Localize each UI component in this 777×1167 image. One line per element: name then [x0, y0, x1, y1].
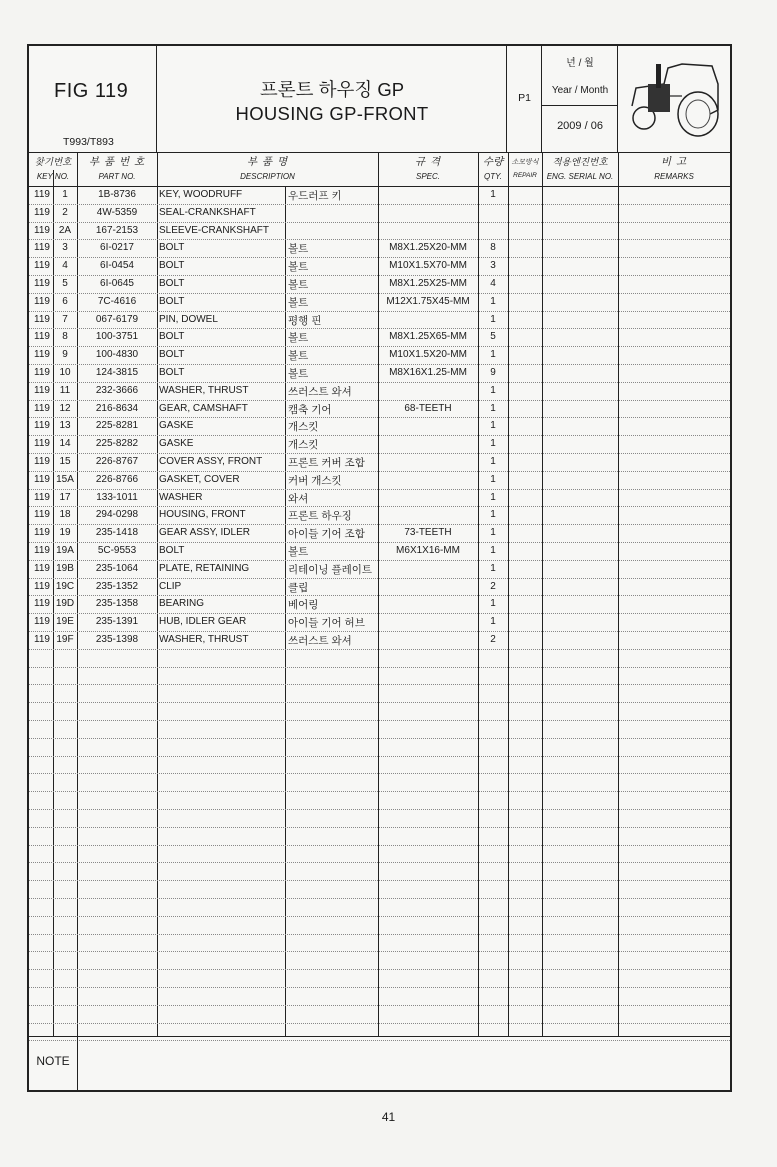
cell-desc: WASHER, THRUST — [159, 634, 249, 645]
col-part-ko: 부 품 번 호 — [88, 156, 146, 168]
cell-spec: M10X1.5X70-MM — [389, 260, 467, 272]
cell-spec: M8X1.25X20-MM — [389, 242, 467, 254]
row-rule — [29, 720, 730, 721]
row-rule — [29, 898, 730, 899]
cell-qty: 1 — [490, 438, 496, 450]
row-rule — [29, 1005, 730, 1006]
cell-sub: 19 — [59, 527, 71, 539]
cell-qty: 1 — [490, 562, 496, 574]
cell-qty: 1 — [490, 616, 496, 628]
cell-sub: 13 — [59, 420, 71, 432]
cell-ko: 베어링 — [288, 599, 319, 612]
table-row — [29, 524, 730, 542]
cell-part: 235-1398 — [95, 634, 139, 645]
col-repair-ko: 소모방식 — [511, 159, 539, 166]
title-cell — [157, 46, 507, 152]
table-row — [29, 186, 730, 204]
cell-sub: 3 — [62, 242, 68, 254]
table-row — [29, 364, 730, 382]
cell-sub: 14 — [59, 438, 71, 450]
col-remarks — [618, 152, 730, 186]
row-rule — [29, 1023, 730, 1024]
row-rule — [29, 756, 730, 757]
cell-spec: M8X16X1.25-MM — [389, 367, 467, 378]
cell-part: 6I-0454 — [100, 260, 134, 272]
date-label-korean: 년 / 월 — [566, 58, 594, 69]
cell-sub: 11 — [59, 384, 71, 396]
cell-qty: 1 — [490, 384, 496, 396]
cell-qty: 1 — [490, 598, 496, 610]
cell-part: 225-8282 — [95, 438, 139, 450]
cell-ko: 아이들 기어 허브 — [288, 617, 365, 630]
col-spec — [378, 152, 478, 186]
row-rule — [29, 969, 730, 970]
row-rule — [29, 845, 730, 846]
cell-key: 119 — [34, 420, 50, 432]
cell-sub: 19D — [55, 598, 75, 610]
cell-key: 119 — [34, 189, 50, 200]
cell-spec: M8X1.25X65-MM — [389, 331, 467, 343]
row-rule — [29, 773, 730, 774]
image-cell — [618, 46, 730, 152]
cell-desc: SEAL-CRANKSHAFT — [159, 206, 256, 218]
table-row — [29, 613, 730, 631]
col-remarks-ko: 비 고 — [660, 156, 688, 168]
cell-key: 119 — [34, 242, 50, 254]
cell-key: 119 — [34, 562, 50, 574]
table-row — [29, 578, 730, 596]
cell-key: 119 — [34, 367, 50, 378]
cell-key: 119 — [34, 634, 50, 645]
sheet-page: P1 — [518, 92, 531, 104]
table-row — [29, 311, 730, 329]
row-rule — [29, 827, 730, 828]
cell-key: 119 — [34, 295, 50, 307]
cell-qty: 1 — [490, 295, 496, 307]
table-row — [29, 595, 730, 613]
cell-qty: 3 — [490, 260, 496, 272]
row-rule — [29, 738, 730, 739]
cell-desc: CLIP — [159, 580, 182, 592]
col-serial — [542, 152, 618, 186]
cell-desc: BOLT — [159, 278, 185, 289]
cell-ko: 리테이닝 플레이트 — [288, 563, 373, 576]
cell-ko: 볼트 — [288, 261, 309, 274]
cell-ko: 프론트 하우징 — [288, 510, 352, 523]
date-label-english: Year / Month — [551, 85, 609, 96]
row-rule — [29, 916, 730, 917]
table-row — [29, 631, 730, 649]
cell-ko: 평행 핀 — [288, 314, 322, 327]
table-row — [29, 453, 730, 471]
cell-sub: 8 — [62, 331, 68, 343]
cell-key: 119 — [34, 402, 50, 414]
cell-key: 119 — [34, 545, 50, 556]
cell-part: 226-8767 — [95, 456, 139, 467]
cell-sub: 19A — [56, 545, 74, 556]
cell-part: 235-1352 — [95, 580, 139, 592]
table-row — [29, 417, 730, 435]
table-row — [29, 346, 730, 364]
cell-ko: 커버 개스킷 — [288, 474, 342, 487]
row-rule — [29, 934, 730, 935]
cell-desc: BOLT — [159, 367, 185, 378]
table-row — [29, 471, 730, 489]
cell-ko: 볼트 — [288, 332, 309, 345]
cell-part: 232-3666 — [95, 384, 139, 396]
row-rule — [29, 684, 730, 685]
col-serial-en: ENG. SERIAL NO. — [546, 172, 614, 181]
cell-desc: KEY, WOODRUFF — [159, 189, 243, 200]
cell-key: 119 — [34, 224, 50, 236]
cell-key: 119 — [34, 438, 50, 450]
cell-ko: 와셔 — [288, 492, 309, 505]
cell-desc: GASKE — [159, 438, 194, 450]
table-row — [29, 506, 730, 524]
cell-ko: 볼트 — [288, 368, 309, 380]
page-number: 41 — [381, 1110, 396, 1124]
model-number: T993/T893 — [63, 136, 114, 148]
cell-ko: 우드러프 키 — [288, 190, 342, 202]
date-cell — [542, 46, 618, 152]
cell-part: 5C-9553 — [97, 545, 137, 556]
cell-desc: WASHER, THRUST — [159, 384, 249, 396]
table-row — [29, 257, 730, 275]
cell-ko: 쓰러스트 와셔 — [288, 635, 352, 647]
cell-key: 119 — [34, 349, 50, 361]
cell-desc: GASKET, COVER — [159, 473, 240, 485]
cell-sub: 2A — [58, 224, 72, 236]
col-key-ko: 찾기번호 — [34, 157, 72, 168]
cell-key: 119 — [34, 527, 50, 539]
date-value: 2009 / 06 — [557, 120, 603, 132]
cell-spec: M12X1.75X45-MM — [386, 295, 470, 307]
cell-part: 216-8634 — [95, 402, 139, 414]
cell-part: 235-1064 — [95, 562, 139, 574]
table-row — [29, 382, 730, 400]
title-english: HOUSING GP-FRONT — [235, 103, 429, 124]
figure-number: FIG 119 — [54, 80, 129, 102]
col-remarks-en: REMARKS — [654, 172, 694, 181]
cell-qty: 2 — [490, 580, 496, 592]
cell-qty: 1 — [490, 349, 496, 361]
table-row — [29, 400, 730, 418]
note-label: NOTE — [36, 1054, 70, 1068]
col-description — [157, 152, 378, 186]
cell-key: 119 — [34, 491, 50, 503]
cell-desc: HUB, IDLER GEAR — [159, 616, 247, 628]
cell-qty: 1 — [490, 456, 496, 467]
table-row — [29, 542, 730, 560]
cell-part: 294-0298 — [95, 509, 139, 521]
cell-ko: 클립 — [288, 581, 309, 594]
cell-ko: 개스킷 — [288, 439, 319, 452]
row-rule — [29, 702, 730, 703]
cell-spec: M6X1X16-MM — [396, 545, 460, 556]
cell-ko: 볼트 — [288, 279, 309, 291]
cell-key: 119 — [34, 331, 50, 343]
cell-qty: 1 — [490, 313, 496, 325]
cell-key: 119 — [34, 509, 50, 521]
col-part — [77, 152, 157, 186]
row-rule — [29, 791, 730, 792]
cell-qty: 9 — [490, 367, 496, 378]
cell-part: 1B-8736 — [98, 189, 136, 200]
cell-key: 119 — [34, 598, 50, 610]
row-rule — [29, 809, 730, 810]
row-rule — [29, 649, 730, 650]
cell-spec: M10X1.5X20-MM — [389, 349, 467, 361]
note-label-cell — [29, 1037, 78, 1091]
cell-part: 167-2153 — [95, 224, 139, 236]
cell-spec: 68-TEETH — [404, 402, 452, 414]
cell-desc: BOLT — [159, 331, 185, 343]
cell-desc: WASHER — [159, 491, 203, 503]
cell-key: 119 — [34, 616, 50, 628]
cell-part: 235-1391 — [95, 616, 139, 628]
col-qty-ko: 수량 — [482, 156, 504, 168]
row-rule — [29, 987, 730, 988]
cell-key: 119 — [34, 278, 50, 289]
cell-key: 119 — [34, 206, 50, 218]
cell-qty: 4 — [490, 278, 496, 289]
cell-sub: 12 — [59, 402, 71, 414]
cell-ko: 볼트 — [288, 546, 309, 558]
cell-desc: GEAR ASSY, IDLER — [159, 527, 250, 539]
cell-key: 119 — [34, 456, 50, 467]
cell-qty: 1 — [490, 189, 496, 200]
cell-ko: 프론트 커버 조합 — [288, 457, 365, 469]
cell-sub: 9 — [62, 349, 68, 361]
row-rule — [29, 862, 730, 863]
table-row — [29, 222, 730, 240]
cell-qty: 1 — [490, 545, 496, 556]
col-repair — [508, 152, 542, 186]
cell-sub: 6 — [62, 295, 68, 307]
cell-part: 133-1011 — [96, 491, 138, 503]
cell-sub: 19E — [56, 616, 74, 628]
col-desc-ko: 부 품 명 — [246, 156, 289, 168]
cell-desc: BOLT — [159, 349, 185, 361]
cell-part: 6I-0645 — [100, 278, 134, 289]
note-section — [29, 1036, 730, 1093]
cell-desc: PLATE, RETAINING — [159, 562, 250, 574]
cell-qty: 1 — [490, 527, 496, 539]
col-key-en: KEY NO. — [36, 172, 70, 181]
cell-sub: 19C — [55, 580, 75, 592]
cell-ko: 볼트 — [288, 350, 309, 363]
table-row — [29, 328, 730, 346]
cell-ko: 캠축 기어 — [288, 403, 332, 416]
col-qty-en: QTY. — [484, 172, 502, 181]
cell-desc: BOLT — [159, 260, 185, 272]
cell-qty: 1 — [490, 509, 496, 521]
cell-ko: 볼트 — [288, 243, 309, 256]
cell-sub: 7 — [62, 313, 68, 325]
cell-sub: 18 — [59, 509, 71, 521]
table-row — [29, 275, 730, 293]
figure-cell — [29, 46, 157, 152]
cell-spec: 73-TEETH — [404, 527, 452, 539]
col-repair-en: REPAIR — [513, 172, 537, 179]
cell-part: 4W-5359 — [96, 206, 138, 218]
cell-qty: 8 — [490, 242, 496, 254]
cell-sub: 19F — [56, 634, 74, 645]
cell-part: 7C-4616 — [97, 295, 137, 307]
col-spec-en: SPEC. — [415, 172, 440, 181]
cell-part: 100-4830 — [95, 349, 139, 361]
cell-desc: BOLT — [159, 242, 185, 254]
cell-sub: 15 — [59, 456, 71, 467]
cell-part: 225-8281 — [95, 420, 139, 432]
cell-sub: 19B — [56, 562, 74, 574]
cell-desc: GASKE — [159, 420, 194, 432]
cell-part: 226-8766 — [95, 473, 139, 485]
col-qty — [478, 152, 508, 186]
column-header-row — [29, 152, 730, 187]
cell-part: 235-1418 — [95, 527, 139, 539]
cell-qty: 2 — [490, 634, 496, 645]
cell-part: 6I-0217 — [100, 242, 134, 254]
cell-ko: 쓰러스트 와셔 — [288, 385, 352, 398]
cell-part: 100-3751 — [95, 331, 139, 343]
table-row — [29, 204, 730, 222]
row-rule — [29, 951, 730, 952]
page-cell — [507, 46, 542, 152]
cell-spec: M8X1.25X25-MM — [389, 278, 467, 289]
cell-qty: 1 — [490, 420, 496, 432]
col-part-en: PART NO. — [98, 172, 136, 181]
table-row — [29, 560, 730, 578]
date-divider — [542, 105, 618, 106]
col-desc-en: DESCRIPTION — [240, 172, 295, 181]
cell-key: 119 — [34, 313, 50, 325]
cell-sub: 4 — [62, 260, 68, 272]
table-row — [29, 239, 730, 257]
cell-ko: 아이들 기어 조합 — [288, 528, 365, 541]
parts-sheet — [27, 44, 732, 1092]
cell-qty: 1 — [490, 491, 496, 503]
cell-qty: 5 — [490, 331, 496, 343]
cell-desc: BOLT — [159, 545, 185, 556]
table-row — [29, 489, 730, 507]
cell-part: 124-3815 — [95, 367, 139, 378]
cell-desc: BEARING — [159, 598, 205, 610]
cell-desc: COVER ASSY, FRONT — [159, 456, 263, 467]
cell-sub: 17 — [59, 491, 71, 503]
cell-desc: PIN, DOWEL — [159, 313, 218, 325]
cell-desc: BOLT — [159, 295, 185, 307]
cell-key: 119 — [34, 260, 50, 272]
cell-key: 119 — [34, 473, 50, 485]
row-rule — [29, 667, 730, 668]
cell-key: 119 — [34, 384, 50, 396]
cell-desc: HOUSING, FRONT — [159, 509, 246, 521]
sheet-header — [29, 46, 730, 153]
cell-desc: GEAR, CAMSHAFT — [159, 402, 248, 414]
table-row — [29, 293, 730, 311]
col-serial-ko: 적용엔진번호 — [552, 157, 608, 168]
cell-qty: 1 — [490, 402, 496, 414]
cell-key: 119 — [34, 580, 50, 592]
col-spec-ko: 규 격 — [414, 156, 442, 168]
cell-desc: SLEEVE-CRANKSHAFT — [159, 224, 270, 236]
title-korean: 프론트 하우징 GP — [259, 79, 405, 100]
cell-sub: 5 — [62, 278, 68, 289]
cell-sub: 1 — [62, 189, 68, 200]
table-row — [29, 435, 730, 453]
cell-sub: 10 — [59, 367, 71, 378]
tractor-icon — [624, 54, 724, 144]
cell-ko: 볼트 — [288, 296, 309, 309]
cell-qty: 1 — [490, 473, 496, 485]
cell-part: 235-1358 — [95, 598, 139, 610]
cell-part: 067-6179 — [95, 313, 139, 325]
row-rule — [29, 880, 730, 881]
cell-sub: 15A — [56, 473, 74, 485]
cell-ko: 개스킷 — [288, 421, 319, 434]
cell-sub: 2 — [62, 206, 68, 218]
